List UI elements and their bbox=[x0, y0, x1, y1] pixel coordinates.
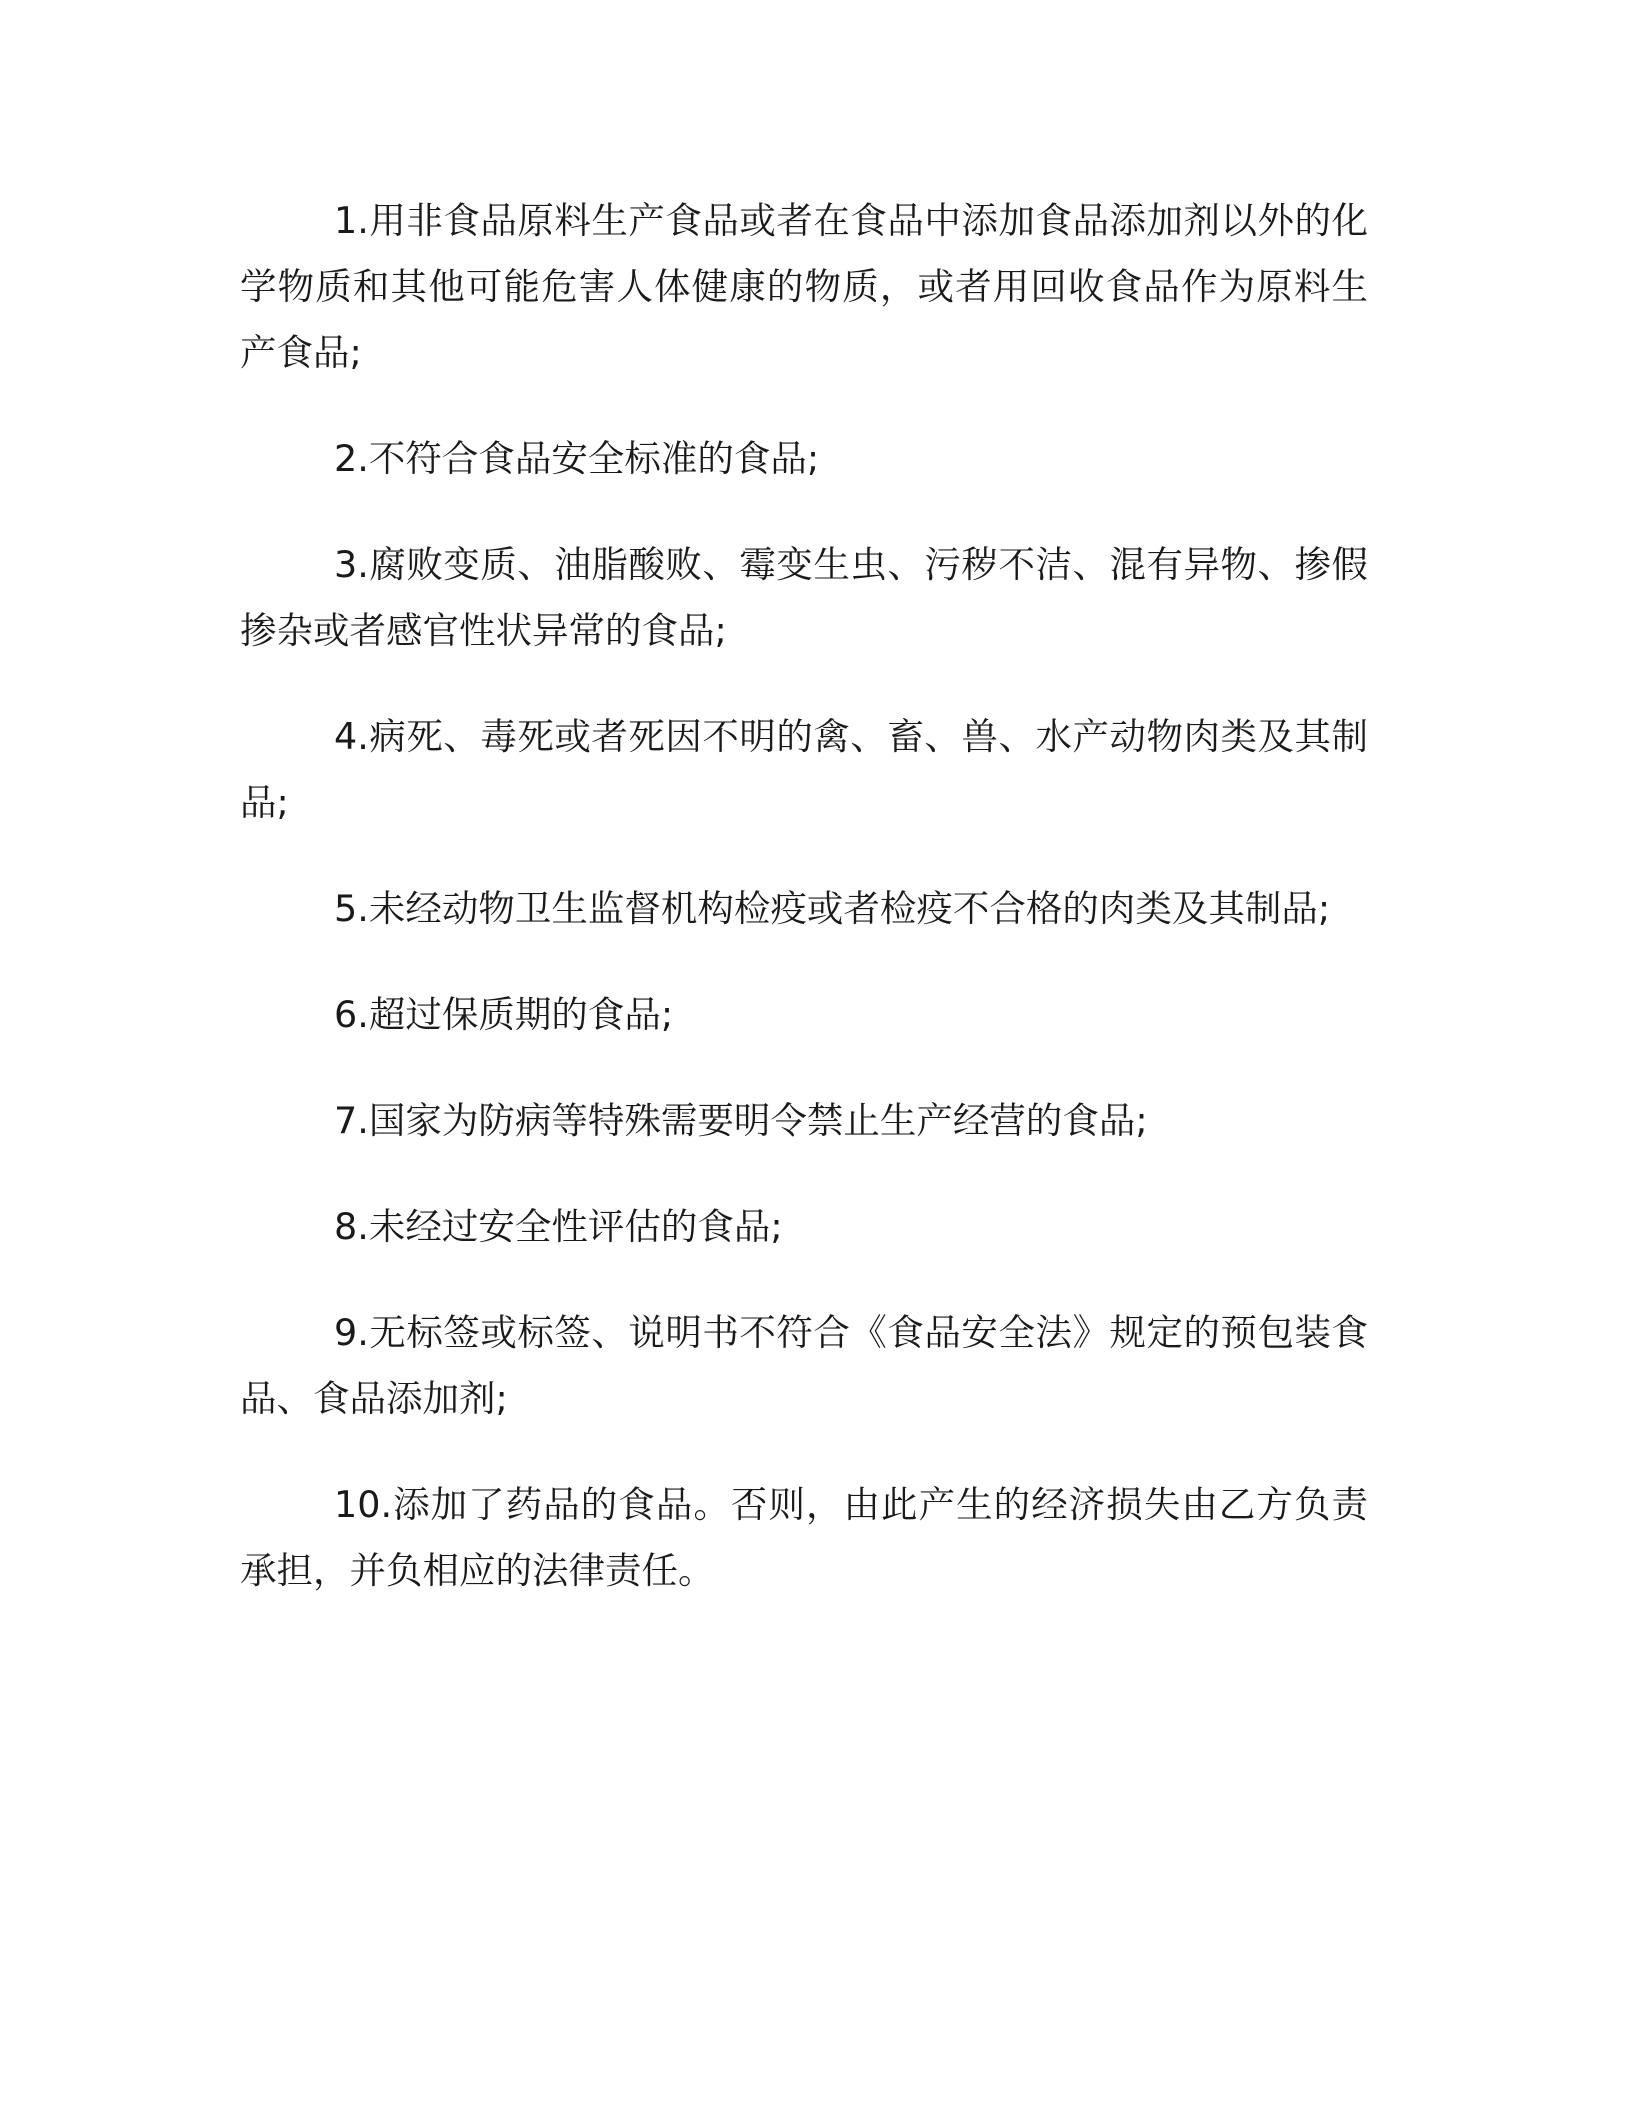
clause-4: 4.病死、毒死或者死因不明的禽、畜、兽、水产动物肉类及其制品; bbox=[240, 715, 1368, 824]
clause-9: 9.无标签或标签、说明书不符合《食品安全法》规定的预包装食品、食品添加剂; bbox=[240, 1311, 1368, 1420]
clause-1: 1.用非食品原料生产食品或者在食品中添加食品添加剂以外的化学物质和其他可能危害人体健康的物质，或者用回收食品作为原料生产食品; bbox=[240, 199, 1368, 374]
clause-10: 10.添加了药品的食品。否则，由此产生的经济损失由乙方负责承担，并负相应的法律责任。 bbox=[240, 1483, 1368, 1592]
clause-7: 7.国家为防病等特殊需要明令禁止生产经营的食品; bbox=[334, 1099, 1148, 1142]
clause-6: 6.超过保质期的食品; bbox=[334, 993, 674, 1036]
clause-2: 2.不符合食品安全标准的食品; bbox=[334, 437, 820, 480]
clause-5: 5.未经动物卫生监督机构检疫或者检疫不合格的肉类及其制品; bbox=[334, 887, 1331, 930]
clause-3: 3.腐败变质、油脂酸败、霉变生虫、污秽不洁、混有异物、掺假掺杂或者感官性状异常的食品; bbox=[240, 543, 1368, 652]
clause-8: 8.未经过安全性评估的食品; bbox=[334, 1205, 783, 1248]
document-body bbox=[240, 188, 1368, 1604]
